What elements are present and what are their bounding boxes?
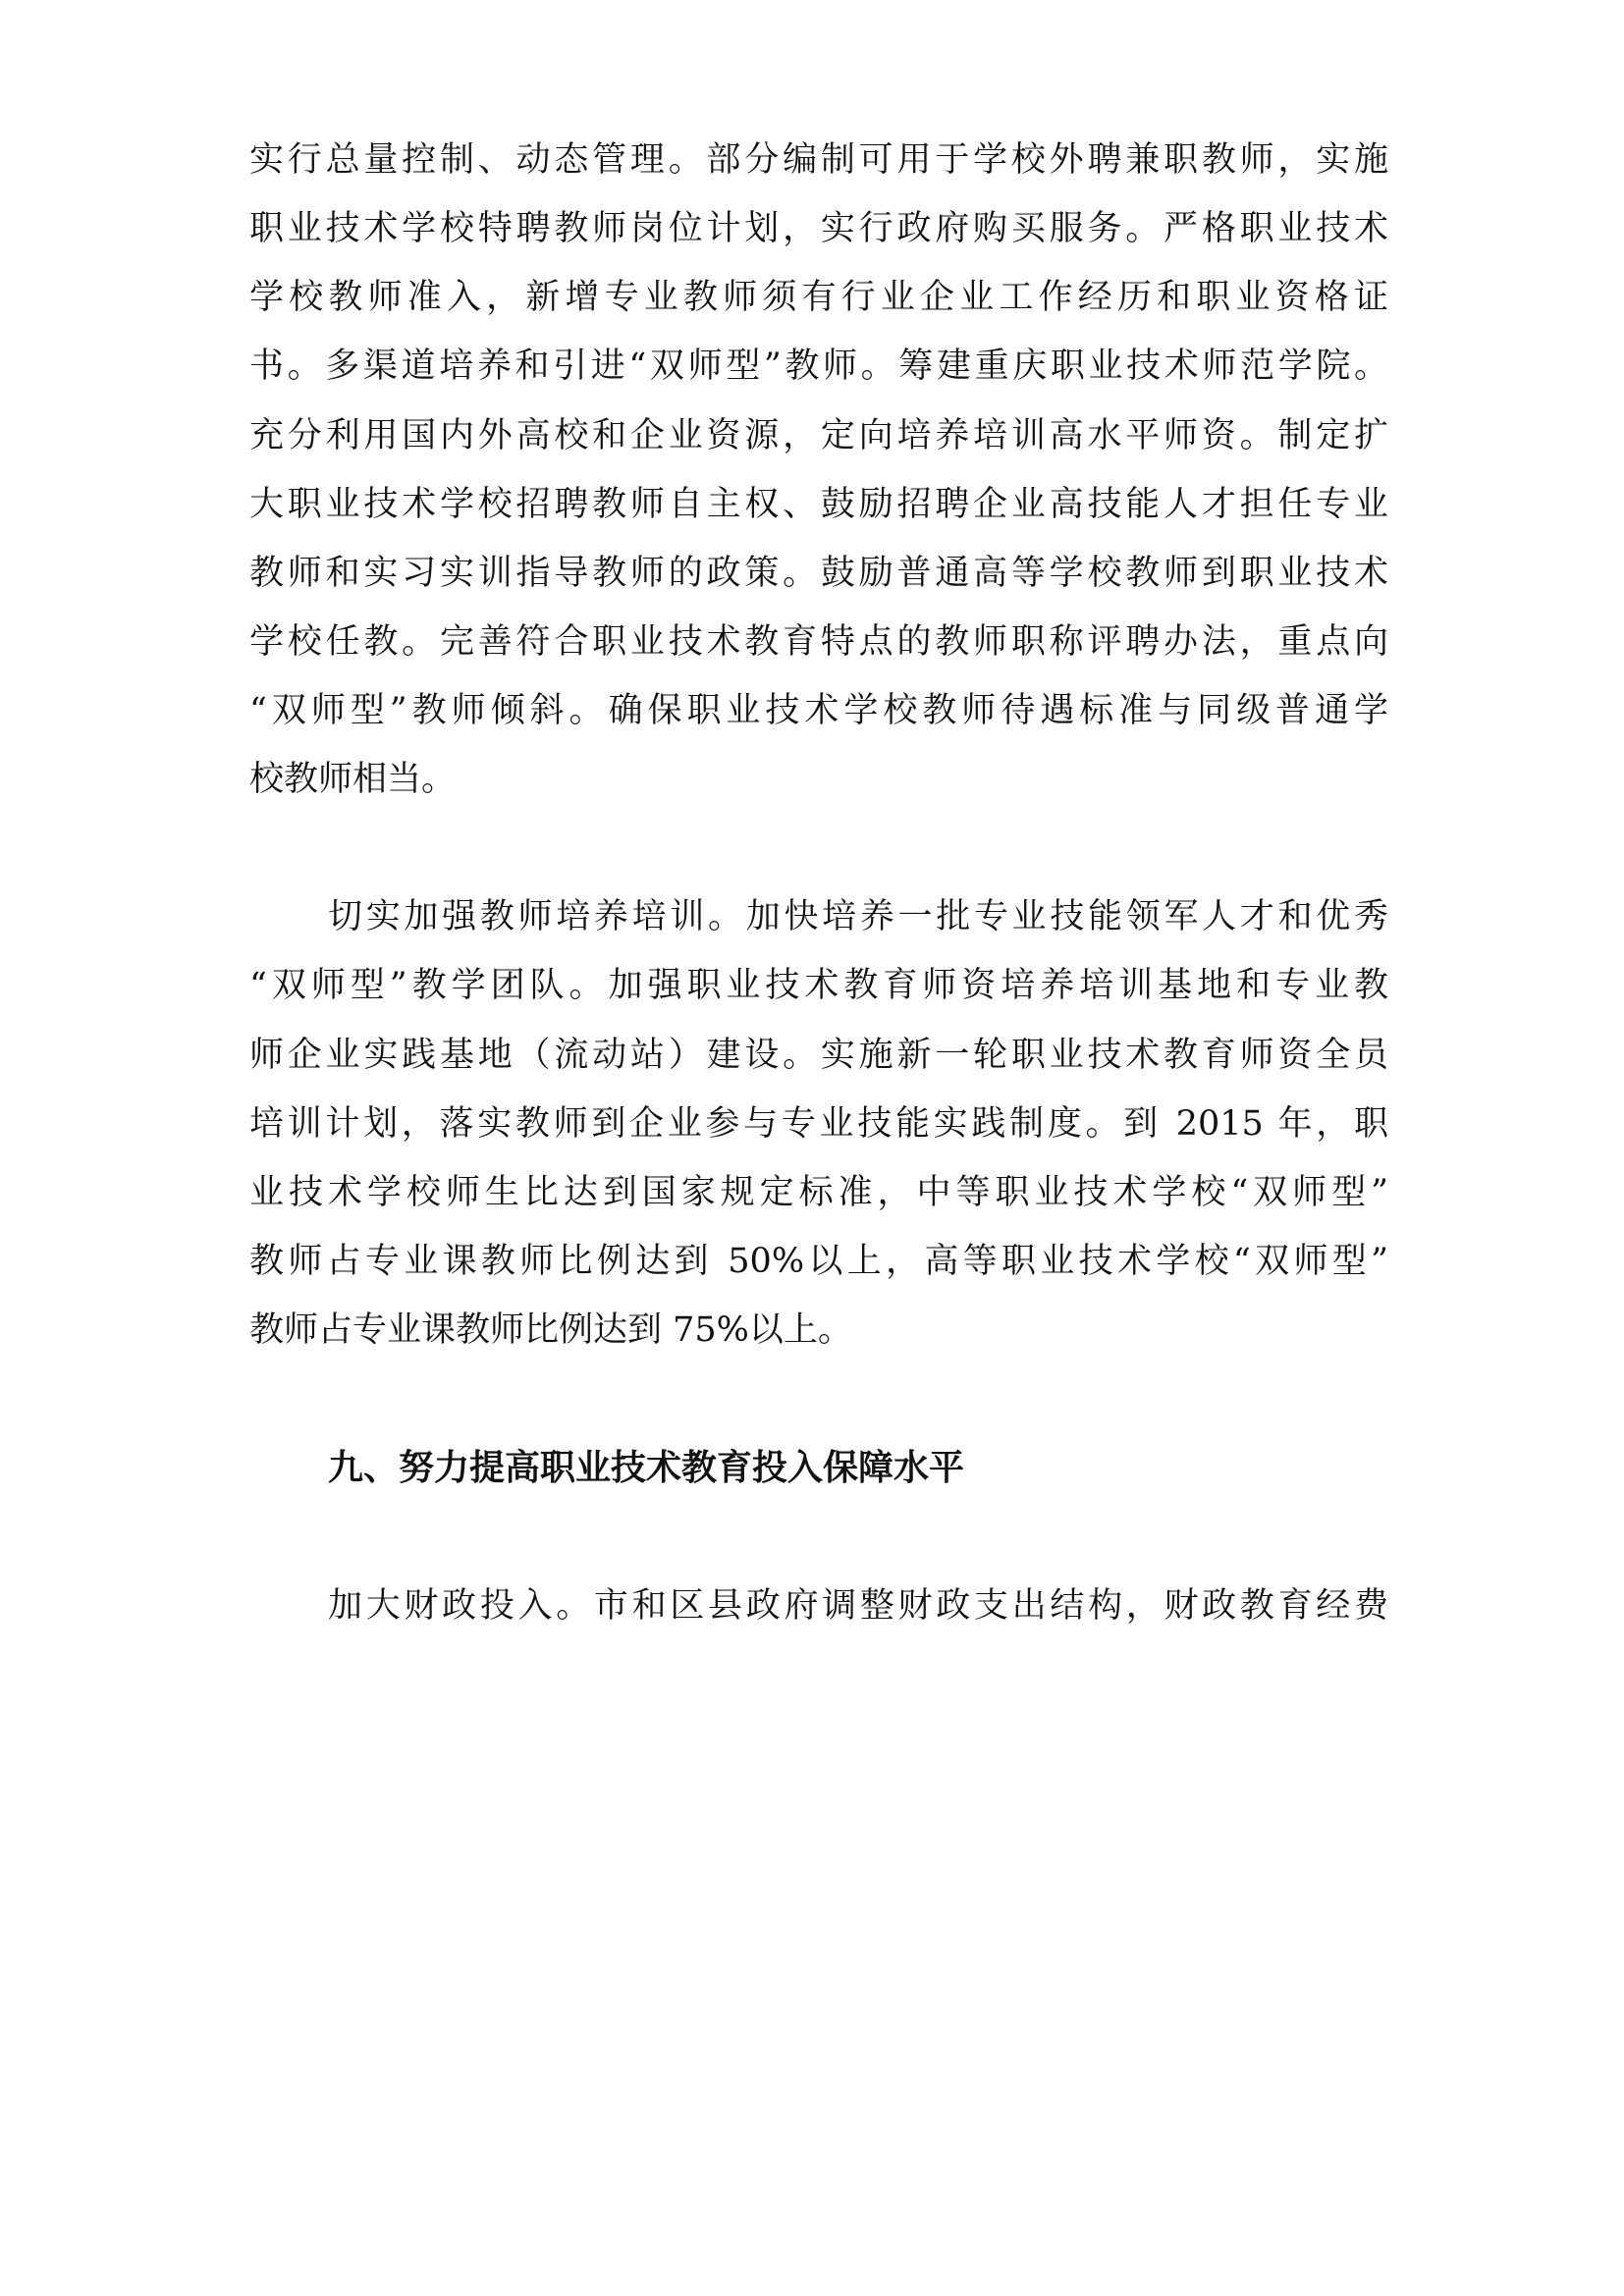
body-text-line: 教师和实习实训指导教师的政策。鼓励普通高等学校教师到职业技术 bbox=[249, 554, 1388, 593]
body-text-line: 教师占专业课教师比例达到 50%以上，高等职业技术学校“双师型” bbox=[249, 1242, 1388, 1281]
body-text-line: 切实加强教师培养培训。加快培养一批专业技能领军人才和优秀 bbox=[328, 897, 1388, 936]
body-text-line: 培训计划，落实教师到企业参与专业技能实践制度。到 2015 年，职 bbox=[249, 1104, 1388, 1144]
body-text-line: 充分利用国内外高校和企业资源，定向培养培训高水平师资。制定扩 bbox=[249, 416, 1388, 455]
section-heading: 九、努力提高职业技术教育投入保障水平 bbox=[328, 1448, 965, 1488]
body-text-line: “双师型”教学团队。加强职业技术教育师资培养培训基地和专业教 bbox=[249, 966, 1388, 1005]
body-text-line: 师企业实践基地（流动站）建设。实施新一轮职业技术教育师资全员 bbox=[249, 1036, 1388, 1075]
body-text-line: 学校任教。完善符合职业技术教育特点的教师职称评聘办法，重点向 bbox=[249, 622, 1388, 662]
body-text-line: 业技术学校师生比达到国家规定标准，中等职业技术学校“双师型” bbox=[249, 1173, 1388, 1212]
body-text-line: 校教师相当。 bbox=[249, 760, 457, 799]
body-text-line: 实行总量控制、动态管理。部分编制可用于学校外聘兼职教师，实施 bbox=[249, 140, 1388, 180]
body-text-line: 加大财政投入。市和区县政府调整财政支出结构，财政教育经费 bbox=[328, 1586, 1388, 1626]
body-text-line: “双师型”教师倾斜。确保职业技术学校教师待遇标准与同级普通学 bbox=[249, 691, 1388, 730]
body-text-line: 书。多渠道培养和引进“双师型”教师。筹建重庆职业技术师范学院。 bbox=[249, 347, 1388, 386]
body-text-line: 学校教师准入，新增专业教师须有行业企业工作经历和职业资格证 bbox=[249, 278, 1388, 317]
body-text-line: 教师占专业课教师比例达到 75%以上。 bbox=[249, 1310, 852, 1350]
body-text-line: 大职业技术学校招聘教师自主权、鼓励招聘企业高技能人才担任专业 bbox=[249, 485, 1388, 524]
body-text-line: 职业技术学校特聘教师岗位计划，实行政府购买服务。严格职业技术 bbox=[249, 209, 1388, 248]
